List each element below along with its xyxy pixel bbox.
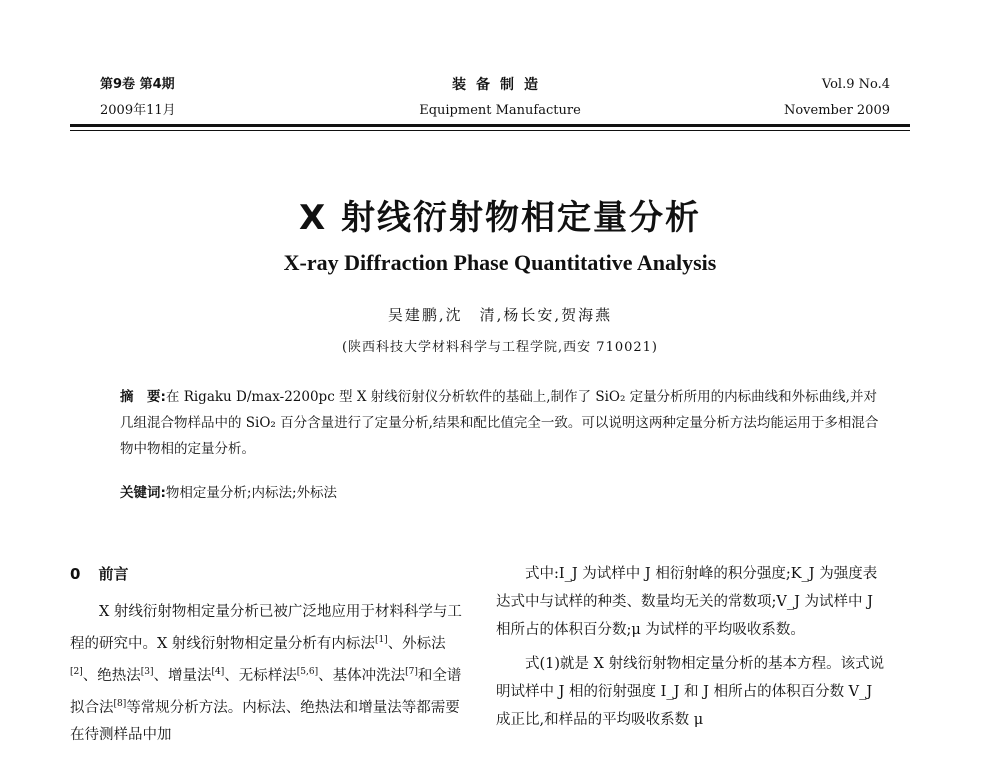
- abstract-label: 摘 要:: [120, 389, 166, 405]
- header-rule-thin: [70, 130, 910, 131]
- intro-text-8: 等常规分析方法。内标法、绝热法和增量法等都需要在待测样品中加: [70, 699, 460, 744]
- journal-name-en: Equipment Manufacture: [419, 103, 581, 118]
- journal-volume-en: Vol.9 No.4: [821, 77, 890, 92]
- citation-ref: [7]: [405, 666, 418, 677]
- keywords-text: 物相定量分析;内标法;外标法: [165, 485, 338, 501]
- journal-date-zh: 2009年11月: [100, 103, 176, 118]
- affiliation: (陕西科技大学材料科学与工程学院,西安 710021): [341, 340, 659, 355]
- equation-explanation-paragraph: 式中:I_J 为试样中 J 相衍射峰的积分强度;K_J 为强度表达式中与试样的种类、数量均无关的常数项;V_J 为试样中 J 相所占的体积百分数;μ 为试样的平均吸收系数。: [496, 566, 878, 638]
- section-heading: [70, 560, 465, 588]
- journal-name-zh: 装备制造: [452, 77, 548, 93]
- intro-text-3: 、绝热法: [82, 667, 141, 684]
- abstract-text: 在 Rigaku D/max-2200pc 型 X 射线衍射仪分析软件的基础上,制作了 SiO₂ 定量分析所用的内标曲线和外标曲线,并对几组混合物样品中的 SiO₂ 百分含量进行了定量分析,结果和配比值完全一致。可以说明这两种定量分析方法均能运用于多相混合物中物相的定量分析。: [120, 389, 879, 457]
- author-list: 吴建鹏,沈 清,杨长安,贺海燕: [387, 306, 613, 324]
- section-title: 前言: [98, 565, 129, 583]
- citation-ref: [4]: [211, 666, 225, 677]
- citation-ref: [3]: [140, 666, 154, 677]
- intro-text-7: 和全谱拟合法: [70, 667, 462, 716]
- intro-text-5: 、无标样法: [224, 667, 297, 684]
- header-rule-thick: [70, 124, 910, 127]
- citation-ref: [8]: [113, 698, 127, 709]
- right-column: [496, 560, 891, 734]
- journal-date-en: November 2009: [783, 103, 890, 118]
- keywords: [120, 480, 880, 506]
- journal-volume-info-en: [784, 72, 890, 124]
- intro-text-4: 、增量法: [153, 667, 212, 684]
- citation-ref: [2]: [70, 666, 83, 677]
- intro-text-2: 、外标法: [387, 635, 446, 652]
- left-column: [70, 560, 465, 749]
- paper-title-en: X-ray Diffraction Phase Quantitative Analysis: [283, 250, 717, 275]
- keywords-label: 关键词:: [120, 485, 166, 501]
- citation-ref: [1]: [374, 635, 388, 645]
- citation-ref: [5,6]: [296, 666, 319, 677]
- intro-text-6: 、基体冲洗法: [318, 667, 406, 684]
- abstract: [120, 384, 880, 462]
- intro-text-1: X 射线衍射物相定量分析已被广泛地应用于材料科学与工程的研究中。X 射线衍射物相定量分析有内标法: [70, 604, 462, 652]
- journal-volume: 第9卷 第4期: [100, 77, 175, 92]
- paper-title-zh: X 射线衍射物相定量分析: [298, 198, 702, 238]
- basic-equation-paragraph: 式(1)就是 X 射线衍射物相定量分析的基本方程。该式说明试样中 J 相的衍射强度 I_J 和 J 相所占的体积百分数 V_J 成正比,和样品的平均吸收系数 μ: [496, 656, 885, 728]
- section-number: 0: [70, 565, 81, 583]
- intro-paragraph: [70, 598, 465, 749]
